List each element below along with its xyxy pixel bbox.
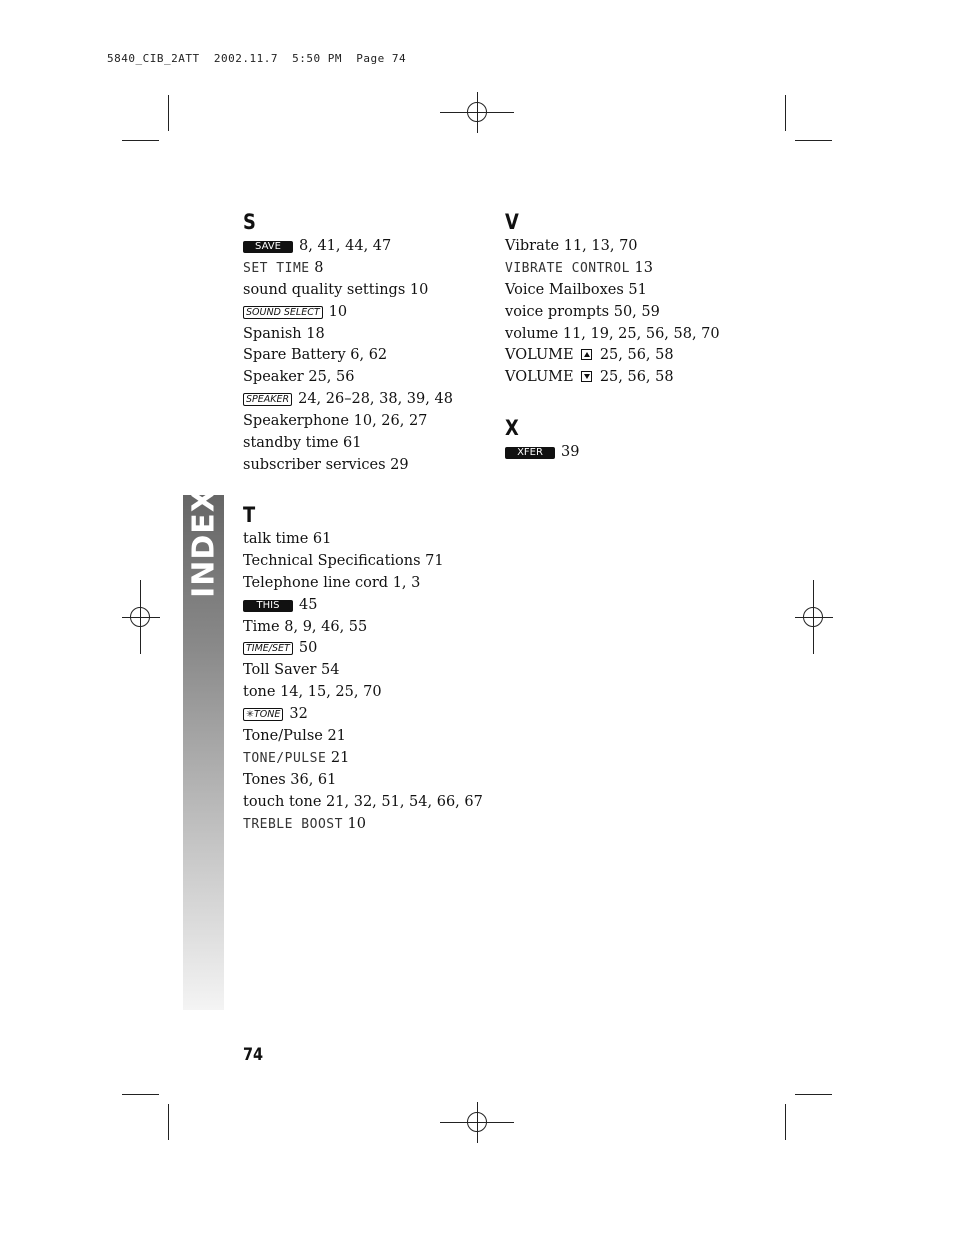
key-label: SAVE <box>243 241 293 253</box>
section-t <box>243 503 483 835</box>
page-refs: 8 <box>314 259 324 276</box>
index-entry <box>243 389 453 411</box>
display-text: VIBRATE CONTROL <box>505 260 630 276</box>
index-entry: Speaker 25, 56 <box>243 369 355 386</box>
page-refs: 25, 56, 58 <box>599 369 674 386</box>
index-entry: Vibrate 11, 13, 70 <box>505 238 638 254</box>
index-entry: Toll Saver 54 <box>243 662 340 679</box>
key-label: SOUND SELECT <box>243 306 323 319</box>
section-letter: X <box>505 416 519 440</box>
page-refs: 39 <box>561 444 580 460</box>
print-slug: 5840_CIB_2ATT 2002.11.7 5:50 PM Page 74 <box>107 52 407 65</box>
index-entry: Tones 36, 61 <box>243 771 337 788</box>
index-entry: Tone/Pulse 21 <box>243 728 346 745</box>
page-refs: 10 <box>328 303 348 320</box>
page-refs: 45 <box>299 596 318 613</box>
section-letter: V <box>505 210 519 234</box>
index-entry: voice prompts 50, 59 <box>505 303 660 320</box>
index-entry: Speakerphone 10, 26, 27 <box>243 413 428 430</box>
index-entry: standby time 61 <box>243 435 362 452</box>
index-entry <box>505 367 720 389</box>
index-entry <box>505 345 720 367</box>
index-entry: Spanish 18 <box>243 325 325 342</box>
entry-label: VOLUME <box>505 347 574 364</box>
key-label: SPEAKER <box>243 393 292 406</box>
section-letter: T <box>243 503 256 527</box>
index-entry <box>243 704 483 726</box>
index-entry: subscriber services 29 <box>243 456 409 473</box>
index-entry: Technical Specifications 71 <box>243 552 444 569</box>
index-entry <box>243 814 483 836</box>
index-entry <box>243 258 453 280</box>
section-v <box>505 210 720 389</box>
page-refs: 24, 26–28, 38, 39, 48 <box>298 391 453 408</box>
page-refs: 25, 56, 58 <box>599 347 674 364</box>
page-refs: 8, 41, 44, 47 <box>299 238 392 254</box>
volume-down-icon <box>581 371 592 382</box>
index-entry <box>243 302 453 324</box>
index-entry: tone 14, 15, 25, 70 <box>243 684 382 701</box>
page-refs: 13 <box>634 259 653 276</box>
display-text: TONE/PULSE <box>243 750 327 766</box>
page-refs: 32 <box>289 706 308 723</box>
index-entry: Telephone line cord 1, 3 <box>243 574 421 591</box>
key-label: ✳TONE <box>243 708 283 721</box>
entry-label: VOLUME <box>505 369 574 386</box>
page-refs: 21 <box>330 749 350 766</box>
index-entry <box>243 748 483 770</box>
display-text: TREBLE BOOST <box>243 816 343 832</box>
key-label: XFER <box>505 447 555 459</box>
index-entry <box>505 258 720 280</box>
key-label: TIME/SET <box>243 642 293 655</box>
index-tab-label: INDEX <box>186 487 221 598</box>
section-x <box>505 416 579 464</box>
page-number: 74 <box>243 1045 264 1065</box>
display-text: SET TIME <box>243 260 310 276</box>
index-entry: talk time 61 <box>243 531 332 547</box>
index-entry <box>243 595 483 617</box>
index-entry: touch tone 21, 32, 51, 54, 66, 67 <box>243 793 483 810</box>
page-refs: 10 <box>347 815 366 832</box>
section-letter: S <box>243 210 256 234</box>
index-entry: Voice Mailboxes 51 <box>505 281 647 298</box>
index-entry: volume 11, 19, 25, 56, 58, 70 <box>505 325 720 342</box>
index-entry <box>505 442 579 464</box>
index-entry: Time 8, 9, 46, 55 <box>243 618 368 635</box>
index-entry <box>243 236 453 258</box>
key-label: THIS <box>243 600 293 612</box>
page-refs: 50 <box>298 640 318 657</box>
index-entry <box>243 638 483 660</box>
index-entry: sound quality settings 10 <box>243 281 429 298</box>
index-entry: Spare Battery 6, 62 <box>243 347 388 364</box>
section-s <box>243 210 453 477</box>
volume-up-icon <box>581 349 592 360</box>
